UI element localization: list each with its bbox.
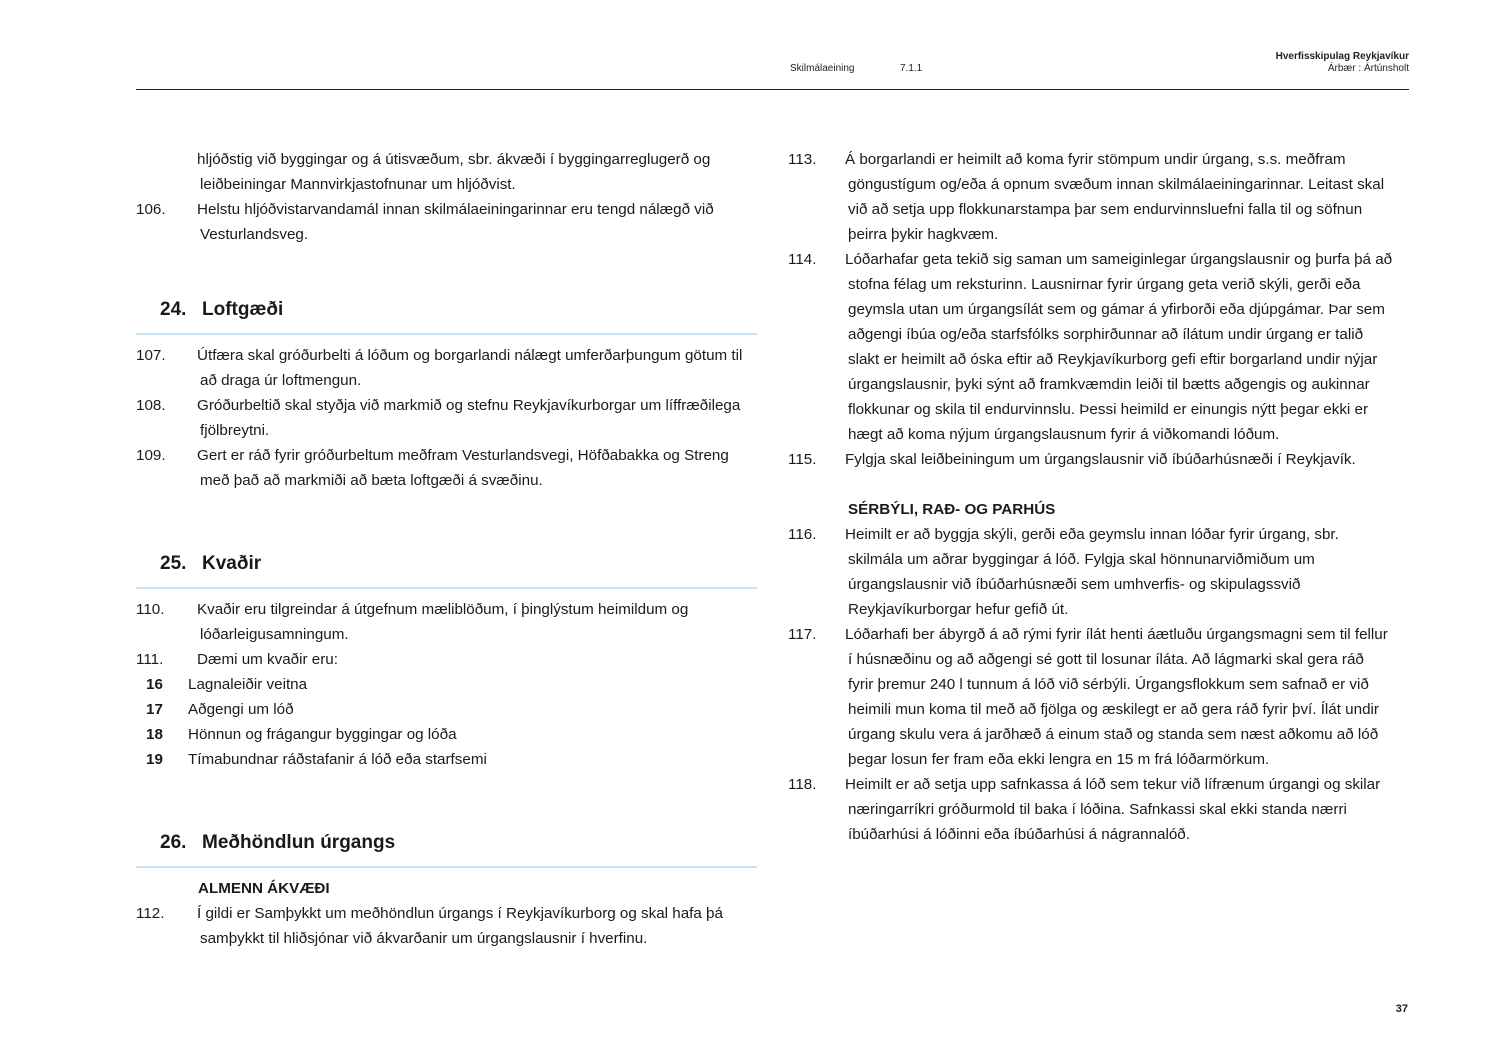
paragraph-text: Gróðurbeltið skal styðja við markmið og stefnu Reykjavíkurborgar um líffræðilega fjölbreytni.	[197, 397, 741, 439]
list-number: 18	[146, 726, 163, 743]
paragraph-115	[788, 447, 1393, 472]
section-24	[136, 287, 757, 335]
paragraph-111	[136, 647, 757, 672]
paragraph-text: Lóðarhafi ber ábyrgð á að rými fyrir ílát henti áætluðu úrgangsmagni sem til fellur í húsnæðinu og að aðgengi sé gott til losunar íláta. Að lágmarki skal gera ráð fyrir þremur 240 l tunnum á lóð við sérbýli. Úrgangsflokkum sem safnað er við heimili mun koma til með að fjölga og æskilegt er að gera ráð fyrir því. Ílát undir úrgang skulu vera á jarðhæð á einum stað og standa sem næst aðkomu að lóð þegar losun fer fram eða ekki lengra en 15 m frá lóðarmörkum.	[845, 626, 1388, 768]
section-26	[136, 820, 757, 868]
paragraph-107	[136, 343, 757, 393]
header-doc-title: Hverfisskipulag Reykjavíkur	[1275, 51, 1409, 62]
list-text: Lagnaleiðir veitna	[188, 676, 308, 693]
subheading-houses: SÉRBÝLI, RAÐ- OG PARHÚS	[848, 501, 1056, 518]
header-doc-subtitle: Árbær : Ártúnsholt	[1327, 63, 1409, 74]
list-number: 19	[146, 751, 163, 768]
paragraph-109	[136, 443, 757, 493]
paragraph-text: Kvaðir eru tilgreindar á útgefnum mæliblöðum, í þinglýstum heimildum og lóðarleigusamningum.	[197, 601, 689, 643]
paragraph-114	[788, 247, 1393, 447]
paragraph-number: 116.	[788, 526, 817, 543]
list-text: Hönnun og frágangur byggingar og lóða	[188, 726, 457, 743]
paragraph-108	[136, 393, 757, 443]
paragraph-number: 112.	[136, 905, 165, 922]
paragraph-continued	[136, 147, 757, 197]
paragraph-112	[136, 901, 757, 951]
paragraph-number: 106.	[136, 201, 166, 218]
paragraph-116	[788, 522, 1393, 622]
paragraph-number: 111.	[136, 651, 164, 668]
paragraph-text: Heimilt er að setja upp safnkassa á lóð sem tekur við lífrænum úrgangi og skilar næringarríkri gróðurmold til baka í lóðina. Safnkassi skal ekki standa nærri íbúðarhúsi á lóðinni eða íbúðarhúsi á nágrannalóð.	[845, 776, 1381, 843]
section-number: 26.	[160, 832, 187, 853]
list-number: 17	[146, 701, 163, 718]
paragraph-number: 107.	[136, 347, 166, 364]
section-rule	[136, 333, 757, 335]
right-column	[788, 147, 1393, 847]
list-text: Tímabundnar ráðstafanir á lóð eða starfsemi	[188, 751, 487, 768]
header-section-code: 7.1.1	[900, 63, 923, 74]
section-title	[136, 820, 757, 866]
section-number: 24.	[160, 299, 187, 320]
section-title	[136, 287, 757, 333]
left-column	[136, 147, 757, 951]
paragraph-number: 117.	[788, 626, 817, 643]
paragraph-text: Heimilt er að byggja skýli, gerði eða geymslu innan lóðar fyrir úrgang, sbr. skilmála um aðrar byggingar á lóð. Fylgja skal hönnunarviðmiðum um úrgangslausnir við íbúðarhúsnæði sem umhverfis- og skipulagssvið Reykjavíkurborgar hefur gefið út.	[845, 526, 1339, 618]
list-item	[136, 722, 757, 747]
paragraph-text: Helstu hljóðvistarvandamál innan skilmálaeiningarinnar eru tengd nálægð við Vesturlandsveg.	[197, 201, 714, 243]
paragraph-number: 115.	[788, 451, 817, 468]
list-number: 16	[146, 676, 163, 693]
paragraph-110	[136, 597, 757, 647]
header-rule	[136, 89, 1409, 90]
paragraph-117	[788, 622, 1393, 772]
header-section-label: Skilmálaeining	[790, 63, 855, 74]
paragraph-text: Gert er ráð fyrir gróðurbeltum meðfram Vesturlandsvegi, Höfðabakka og Streng með það að markmiði að bæta loftgæði á svæðinu.	[197, 447, 729, 489]
paragraph-number: 109.	[136, 447, 166, 464]
section-title	[136, 541, 757, 587]
paragraph-text: hljóðstig við byggingar og á útisvæðum, sbr. ákvæði í byggingarreglugerð og leiðbeiningar Mannvirkjastofnunar um hljóðvist.	[197, 151, 711, 193]
paragraph-118	[788, 772, 1393, 847]
section-rule	[136, 866, 757, 868]
section-heading: Loftgæði	[202, 299, 284, 320]
header-doc-title-block	[1276, 51, 1409, 75]
list-text: Aðgengi um lóð	[188, 701, 294, 718]
list-item	[136, 747, 757, 772]
section-number: 25.	[160, 553, 187, 574]
paragraph-113	[788, 147, 1393, 247]
paragraph-text: Lóðarhafar geta tekið sig saman um sameiginlegar úrgangslausnir og þurfa þá að stofna félag um reksturinn. Lausnirnar fyrir úrgang geta verið skýli, gerði eða geymsla utan um úrgangsílát sem og gámar á yfirborði eða djúpgámar. Þar sem aðgengi íbúa og/eða starfsfólks sorphirðunnar að ílátum undir úrgang er talið slakt er heimilt að óska eftir að Reykjavíkurborg gefi eftir borgarland undir nýjar úrgangslausnir, þyki sýnt að framkvæmdin leiði til bætts aðgengis og aukinnar flokkunar og skila til endurvinnslu. Þessi heimild er einungis nýtt þegar ekki er hægt að koma nýjum úrgangslausnum fyrir á viðkomandi lóðum.	[845, 251, 1393, 443]
paragraph-number: 118.	[788, 776, 817, 793]
page-number: 37	[1395, 1003, 1408, 1015]
subheading-general: ALMENN ÁKVÆÐI	[198, 880, 330, 897]
paragraph-text: Útfæra skal gróðurbelti á lóðum og borgarlandi nálægt umferðarþungum götum til að draga úr loftmengun.	[197, 347, 743, 389]
paragraph-text: Í gildi er Samþykkt um meðhöndlun úrgangs í Reykjavíkurborg og skal hafa þá samþykkt til hliðsjónar við ákvarðanir um úrgangslausnir í hverfinu.	[197, 905, 723, 947]
paragraph-text: Fylgja skal leiðbeiningum um úrgangslausnir við íbúðarhúsnæði í Reykjavík.	[845, 451, 1356, 468]
section-25	[136, 541, 757, 589]
paragraph-text: Á borgarlandi er heimilt að koma fyrir stömpum undir úrgang, s.s. meðfram göngustígum og/eða á opnum svæðum innan skilmálaeiningarinnar. Leitast skal við að setja upp flokkunarstampa þar sem endurvinnsluefni falla til og söfnun þeirra þykir hagkvæm.	[845, 151, 1385, 243]
paragraph-number: 110.	[136, 601, 165, 618]
section-rule	[136, 587, 757, 589]
paragraph-106	[136, 197, 757, 247]
paragraph-number: 108.	[136, 397, 166, 414]
list-item	[136, 672, 757, 697]
section-heading: Kvaðir	[202, 553, 262, 574]
paragraph-text: Dæmi um kvaðir eru:	[197, 651, 338, 668]
paragraph-number: 113.	[788, 151, 817, 168]
list-item	[136, 697, 757, 722]
paragraph-number: 114.	[788, 251, 817, 268]
section-heading: Meðhöndlun úrgangs	[202, 832, 396, 853]
